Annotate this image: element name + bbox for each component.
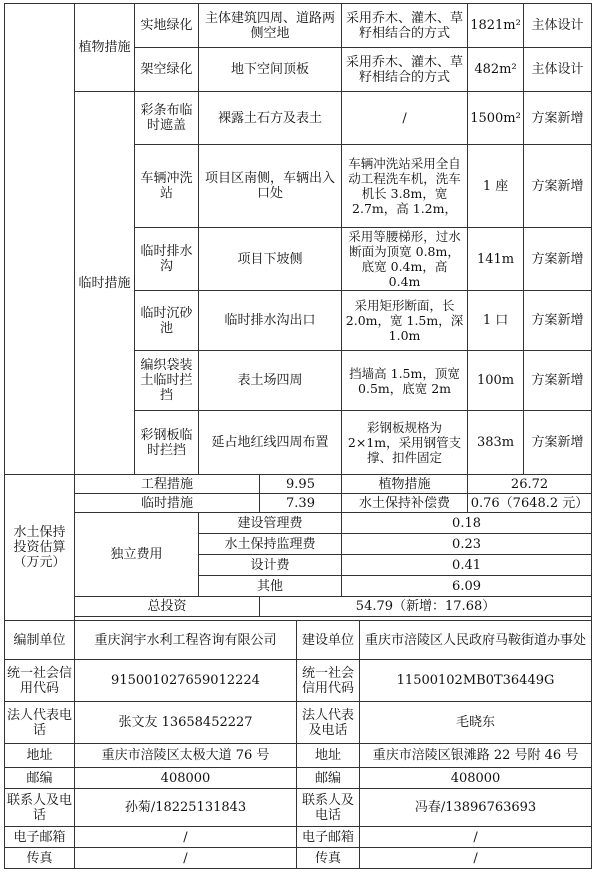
- measure-method: 采用矩形断面，长 2.0m，宽 1.5m，深 1.0m: [342, 291, 468, 351]
- blank-left-cell: [5, 4, 75, 475]
- measure-method: 车辆冲洗站采用全自动工程洗车机，洗车机长 3.8m，宽 2.7m，高 1.2m，: [342, 145, 468, 228]
- party-label: 电子邮箱: [297, 827, 360, 848]
- measure-location: 主体建筑四周、道路两侧空地: [199, 4, 342, 48]
- measure-location: 延占地红线四周布置: [199, 411, 342, 475]
- independent-label: 独立费用: [75, 513, 199, 597]
- party-label: 传真: [5, 848, 75, 869]
- measure-source: 方案新增: [524, 145, 592, 228]
- measure-source: 方案新增: [524, 228, 592, 291]
- engineering-value: 9.95: [260, 475, 342, 494]
- measure-method: 采用乔木、灌木、草籽相结合的方式: [342, 48, 468, 92]
- measure-name: 架空绿化: [135, 48, 199, 92]
- party-label: 法人代表电话: [5, 702, 75, 744]
- measure-name: 编织袋装土临时拦挡: [135, 351, 199, 411]
- party-label: 联系人及电话: [297, 789, 360, 827]
- independent-item-label: 水土保持监理费: [199, 534, 342, 555]
- measure-name: 车辆冲洗站: [135, 145, 199, 228]
- independent-item-label: 其他: [199, 576, 342, 597]
- measure-source: 主体设计: [524, 48, 592, 92]
- measure-quantity: 141m: [468, 228, 524, 291]
- measure-source: 方案新增: [524, 351, 592, 411]
- party-label: 电子邮箱: [5, 827, 75, 848]
- soil-conservation-table: [4, 3, 592, 869]
- party-label: 地址: [5, 744, 75, 768]
- measure-source: 方案新增: [524, 92, 592, 145]
- measure-location: 表土场四周: [199, 351, 342, 411]
- category-plant: 植物措施: [75, 4, 135, 92]
- investment-title: 水土保持投资估算（万元）: [5, 475, 75, 621]
- party-value: 408000: [360, 768, 592, 789]
- measure-location: 项目区南侧，车辆出入口处: [199, 145, 342, 228]
- party-value: 毛晓东: [360, 702, 592, 744]
- measure-method: 采用等腰梯形，过水断面为顶宽 0.8m，底宽 0.4m，高 0.4m: [342, 228, 468, 291]
- party-label: 地址: [297, 744, 360, 768]
- measure-location: 地下空间顶板: [199, 48, 342, 92]
- independent-item-label: 设计费: [199, 555, 342, 576]
- party-value: /: [360, 827, 592, 848]
- party-value: 冯春/13896763693: [360, 789, 592, 827]
- independent-item-label: 建设管理费: [199, 513, 342, 534]
- party-label: 传真: [297, 848, 360, 869]
- compensation-label: 水土保持补偿费: [342, 494, 468, 513]
- independent-item-value: 0.18: [342, 513, 592, 534]
- party-value: /: [360, 848, 592, 869]
- party-value: 11500102MB0T36449G: [360, 660, 592, 702]
- measure-location: 临时排水沟出口: [199, 291, 342, 351]
- party-value: 张文友 13658452227: [75, 702, 297, 744]
- independent-item-value: 0.23: [342, 534, 592, 555]
- measure-location: 项目下坡侧: [199, 228, 342, 291]
- measure-name: 彩条布临时遮盖: [135, 92, 199, 145]
- compensation-value: 0.76（7648.2 元）: [468, 494, 592, 513]
- measure-quantity: 1821m²: [468, 4, 524, 48]
- party-value: 孙菊/18225131843: [75, 789, 297, 827]
- total-label: 总投资: [75, 597, 260, 617]
- party-value: 408000: [75, 768, 297, 789]
- measure-method: /: [342, 92, 468, 145]
- measure-location: 裸露土石方及表土: [199, 92, 342, 145]
- party-value: 重庆市涪陵区太极大道 76 号: [75, 744, 297, 768]
- measure-source: 方案新增: [524, 411, 592, 475]
- total-value: 54.79（新增：17.68）: [260, 597, 592, 617]
- party-value: 重庆市涪陵区人民政府马鞍街道办事处: [360, 621, 592, 660]
- party-value: 915001027659012224: [75, 660, 297, 702]
- measure-quantity: 383m: [468, 411, 524, 475]
- measure-name: 临时沉砂池: [135, 291, 199, 351]
- measure-quantity: 482m²: [468, 48, 524, 92]
- measure-name: 实地绿化: [135, 4, 199, 48]
- plant-value: 26.72: [468, 475, 592, 494]
- measure-quantity: 1500m²: [468, 92, 524, 145]
- measure-source: 方案新增: [524, 291, 592, 351]
- party-label: 统一社会信用代码: [297, 660, 360, 702]
- party-label: 邮编: [297, 768, 360, 789]
- independent-item-value: 6.09: [342, 576, 592, 597]
- measure-source: 主体设计: [524, 4, 592, 48]
- category-temporary: 临时措施: [75, 92, 135, 475]
- measure-method: 彩钢板规格为 2×1m，采用钢管支撑、扣件固定: [342, 411, 468, 475]
- party-value: /: [75, 827, 297, 848]
- measure-method: 采用乔木、灌木、草籽相结合的方式: [342, 4, 468, 48]
- temporary-label: 临时措施: [75, 494, 260, 513]
- party-value: /: [75, 848, 297, 869]
- party-label: 联系人及电话: [5, 789, 75, 827]
- party-label: 法人代表及电话: [297, 702, 360, 744]
- measure-quantity: 1 口: [468, 291, 524, 351]
- plant-label: 植物措施: [342, 475, 468, 494]
- measure-quantity: 100m: [468, 351, 524, 411]
- temporary-value: 7.39: [260, 494, 342, 513]
- party-label: 编制单位: [5, 621, 75, 660]
- engineering-label: 工程措施: [75, 475, 260, 494]
- independent-item-value: 0.41: [342, 555, 592, 576]
- measure-method: 挡墙高 1.5m，顶宽 0.5m，底宽 2m: [342, 351, 468, 411]
- party-value: 重庆润宇水利工程咨询有限公司: [75, 621, 297, 660]
- measure-name: 彩钢板临时拦挡: [135, 411, 199, 475]
- party-value: 重庆市涪陵区银滩路 22 号附 46 号: [360, 744, 592, 768]
- party-label: 统一社会信用代码: [5, 660, 75, 702]
- party-label: 邮编: [5, 768, 75, 789]
- measure-name: 临时排水沟: [135, 228, 199, 291]
- party-label: 建设单位: [297, 621, 360, 660]
- measure-quantity: 1 座: [468, 145, 524, 228]
